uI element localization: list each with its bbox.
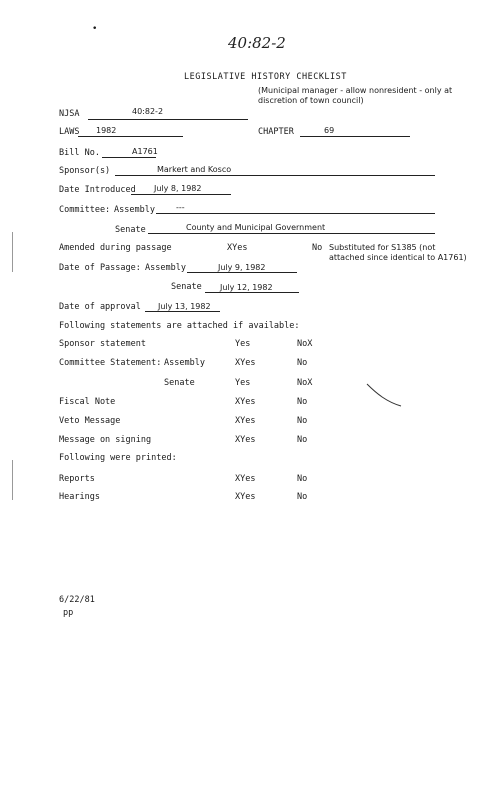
row-yes-veto-message-label: Yes <box>240 416 256 426</box>
chapter-label: CHAPTER <box>258 127 294 137</box>
row-no-committee-assembly: No <box>297 358 308 368</box>
binder-mark-bottom <box>12 460 13 500</box>
row-no-fiscal-note: No <box>297 397 308 407</box>
passage-senate-line <box>205 292 299 293</box>
row-yes-message-on-signing-label: Yes <box>240 435 256 445</box>
row-yes-committee-assembly-label: Yes <box>240 358 256 368</box>
row-no-reports: No <box>297 474 308 484</box>
approval-label: Date of approval <box>59 302 141 312</box>
bill-line <box>102 157 156 158</box>
binder-mark-top <box>12 232 13 272</box>
stamp-mark: X <box>307 378 313 388</box>
stray-mark: • <box>92 24 98 34</box>
row-yes-fiscal-note-label: Yes <box>240 397 256 407</box>
date-introduced-line <box>131 194 231 195</box>
amended-label: Amended during passage <box>59 243 172 253</box>
row-no-committee-senate-label: No <box>297 378 308 388</box>
row-label-reports: Reports <box>59 474 95 484</box>
sponsor-line <box>115 175 435 176</box>
committee-label: Committee: <box>59 205 111 215</box>
committee-senate-line <box>148 233 435 234</box>
row-sub-senate: Senate <box>164 378 195 388</box>
amended-yes-label: Yes <box>232 243 248 253</box>
stamp-mark: X <box>235 358 241 368</box>
row-label-veto-message: Veto Message <box>59 416 121 426</box>
municipal-note: (Municipal manager - allow nonresident - only at discretion of town council) <box>258 86 453 105</box>
row-label-sponsor-statement: Sponsor statement <box>59 339 146 349</box>
row-sub-assembly: Assembly <box>164 358 205 368</box>
committee-assembly-line <box>156 213 435 214</box>
row-no-veto-message: No <box>297 416 308 426</box>
row-yes-message-on-signing <box>235 435 255 445</box>
following-attached-heading: Following statements are attached if available: <box>59 321 300 331</box>
row-yes-hearings-label: Yes <box>240 492 256 502</box>
bill-label: Bill No. <box>59 148 100 158</box>
date-introduced-value: July 8, 1982 <box>154 184 202 193</box>
passage-assembly-line <box>187 272 297 273</box>
row-no-message-on-signing: No <box>297 435 308 445</box>
stamp-mark: X <box>235 416 241 426</box>
stamp-mark: X <box>235 435 241 445</box>
sponsor-value: Markert and Kosco <box>157 165 232 174</box>
row-yes-veto-message <box>235 416 255 426</box>
row-yes-hearings <box>235 492 255 502</box>
approval-line <box>145 311 220 312</box>
passage-label: Date of Passage: <box>59 263 141 273</box>
row-yes-committee-senate: Yes <box>235 378 251 388</box>
pen-stroke <box>365 380 405 410</box>
page-title: LEGISLATIVE HISTORY CHECKLIST <box>184 72 347 82</box>
njsa-value: 40:82-2 <box>132 107 164 116</box>
njsa-label: NJSA <box>59 109 80 119</box>
row-yes-reports <box>235 474 255 484</box>
row-no-sponsor-statement <box>297 339 312 349</box>
row-no-committee-senate <box>297 378 312 388</box>
njsa-line <box>88 119 248 120</box>
bill-value: A1761 <box>132 147 158 156</box>
row-label-hearings: Hearings <box>59 492 100 502</box>
date-introduced-label: Date Introduced <box>59 185 136 195</box>
stamp-mark: X <box>227 243 233 253</box>
row-label-committee-statement: Committee Statement: <box>59 358 162 368</box>
passage-senate-label: Senate <box>171 282 202 292</box>
row-yes-committee-assembly <box>235 358 255 368</box>
amended-no: No <box>312 243 323 253</box>
row-no-sponsor-statement-label: No <box>297 339 308 349</box>
row-label-fiscal-note: Fiscal Note <box>59 397 116 407</box>
footer-date: 6/22/81 <box>59 595 95 605</box>
chapter-value: 69 <box>324 126 335 135</box>
approval-value: July 13, 1982 <box>158 302 211 311</box>
passage-assembly-label: Assembly <box>145 263 186 273</box>
stamp-mark: X <box>307 339 313 349</box>
passage-assembly-value: July 9, 1982 <box>218 263 266 272</box>
laws-label: LAWS <box>59 127 80 137</box>
laws-value: 1982 <box>96 126 117 135</box>
following-printed-heading: Following were printed: <box>59 453 177 463</box>
laws-line <box>78 136 183 137</box>
stamp-mark: X <box>235 474 241 484</box>
committee-senate-label: Senate <box>115 225 146 235</box>
committee-assembly-label: Assembly <box>114 205 155 215</box>
substituted-note: Substituted for S1385 (not attached since identical to A1761) <box>329 243 467 262</box>
chapter-line <box>300 136 410 137</box>
amended-yes <box>227 243 247 253</box>
row-label-message-on-signing: Message on signing <box>59 435 152 445</box>
row-no-hearings: No <box>297 492 308 502</box>
row-yes-sponsor-statement: Yes <box>235 339 251 349</box>
row-yes-reports-label: Yes <box>240 474 256 484</box>
row-yes-fiscal-note <box>235 397 255 407</box>
committee-assembly-value: --- <box>176 203 185 212</box>
stamp-mark: X <box>235 492 241 502</box>
passage-senate-value: July 12, 1982 <box>220 283 273 292</box>
committee-senate-value: County and Municipal Government <box>186 223 326 232</box>
sponsor-label: Sponsor(s) <box>59 166 111 176</box>
handwritten-reference: 40:82-2 <box>228 34 286 52</box>
footer-initials: pp <box>63 608 74 618</box>
stamp-mark: X <box>235 397 241 407</box>
